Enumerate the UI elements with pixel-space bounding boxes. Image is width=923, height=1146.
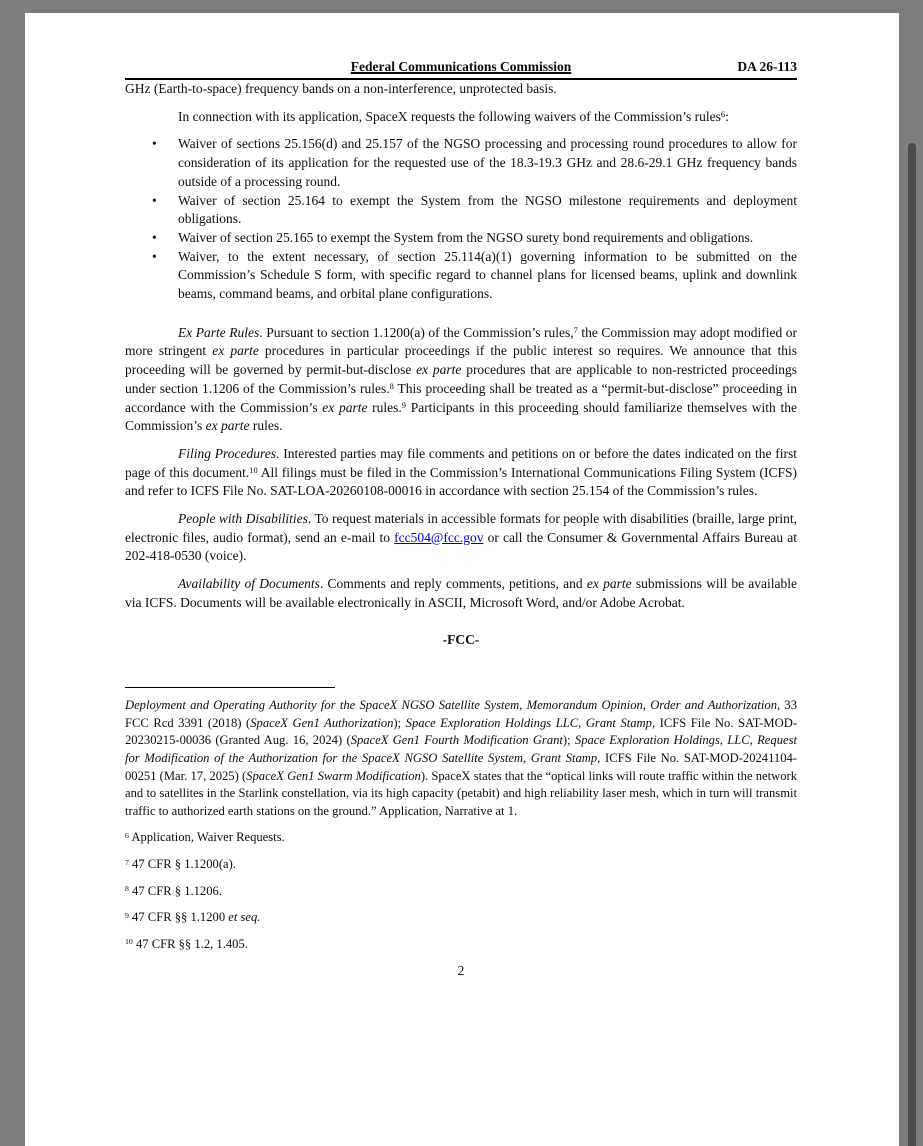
paragraph-waiver-intro [125,108,797,127]
footnote-7 [125,856,797,874]
footnote-10 [125,936,797,954]
text-run: rules. [249,418,283,434]
paragraph-continuation: GHz (Earth-to-space) frequency bands on a non-interference, unprotected basis. [125,81,557,96]
scrollbar-thumb[interactable] [908,143,916,1146]
fcc-signature: -FCC- [442,631,480,647]
text-run: ex parte [416,362,462,378]
waiver-list [125,135,797,303]
text-run: Ex Parte Rules [178,324,260,340]
text-run: 47 CFR § 1.1200(a). [128,857,236,872]
text-run: Availability of Documents [178,576,320,592]
text-run: 47 CFR § 1.1206. [128,883,222,898]
header-doc-number: DA 26-113 [737,59,797,74]
text-run: Space Exploration Holdings LLC, Grant Stamp [405,715,652,730]
text-run: , ICFS File No. SAT-MOD-20241104-00251 (Mar. 17, 2025) ( [125,751,797,783]
text-run: ex parte [322,399,368,415]
paragraph-ex-parte-rules [125,324,797,436]
footnote-ref: 7 [125,857,129,867]
text-run: . Comments and reply comments, petitions, and [319,576,587,592]
text-run: submissions will be available via ICFS. Documents will be available electronically in ASCII, Microsoft Word, and/or Adobe Acrobat. [125,576,798,610]
footnote-ref: 9 [125,910,129,920]
text-run: , 33 FCC Rcd 3391 (2018) ( [125,698,798,730]
text-run: et seq. [228,910,261,925]
footnote-ref: 10 [125,937,133,947]
footnote-continuation [125,697,797,820]
text-run: SpaceX Gen1 Fourth Modification Grant [350,733,563,748]
waiver-list-item: • Waiver, to the extent necessary, of section 25.114(a)(1) governing information to be submitted on the Commission’s Schedule S form, with specific regard to channel plans for licensed beams, uplink and downlink beams, command beams, and orbital plane configurations. [125,248,797,304]
text-run: rules. [367,399,402,415]
text-run: ex parte [586,576,632,592]
text-run: . Pursuant to section 1.1200(a) of the Commission’s rules, [259,324,574,340]
footnote-8 [125,883,797,901]
text-run: procedures in particular proceedings if the public interest so requires. We announce that this proceeding will be governed by permit-but-disclose [125,343,797,378]
footnote-ref: 9 [401,400,406,410]
text-run: ex parte [212,343,259,359]
text-run: 47 CFR §§ 1.1200 [128,910,229,925]
text-run: This proceeding shall be treated as a “permit-but-disclose” proceeding in accordance with the Commission’s [125,380,797,415]
text-run: Space Exploration Holdings, LLC, Request for Modification of the Authorization for the SpaceX NGSO Satellite System, Grant Stamp [125,733,797,766]
text-run: , ICFS File No. SAT-MOD-20230215-00036 (Granted Aug. 16, 2024) ( [125,715,798,748]
text-run: ); [393,715,406,730]
text-run: SpaceX Gen1 Authorization [250,715,394,730]
text-run: Filing Procedures [178,445,277,461]
text-run: the Commission may adopt modified or more stringent [125,324,797,359]
text-run: . Interested parties may file comments and petitions on or before the dates indicated on the first page of this document. [125,445,797,480]
paragraph-availability-of-documents [125,575,797,612]
footnote-6 [125,829,797,847]
footnote-separator [125,687,335,688]
footnote-ref: 6 [720,109,726,119]
text-run: ); [562,733,575,748]
text-run: Deployment and Operating Authority for the SpaceX NGSO Satellite System, Memorandum Opinion, Order and Authorization [125,698,777,713]
document-content [25,13,899,981]
text-run: 47 CFR §§ 1.2, 1.405. [132,936,248,951]
waiver-list-item: • Waiver of sections 25.156(d) and 25.157 of the NGSO processing and processing round procedures to allow for consideration of its application for the requested use of the 18.3-19.3 GHz and 28.6-29.1 GHz frequency bands outside of a processing round. [125,135,797,191]
text-run: or call the Consumer & Governmental Affairs Bureau at 202-418-0530 (voice). [125,529,798,564]
text-run: procedures that are applicable to non-restricted proceedings under section 1.1206 of the Commission’s rules. [125,362,798,396]
footnote-ref: 7 [573,325,578,335]
waiver-list-item: • Waiver of section 25.164 to exempt the System from the NGSO milestone requirements and deployment obligations. [125,192,797,229]
text-run: Application, Waiver Requests. [128,830,285,845]
email-link[interactable]: fcc504@fcc.gov [394,529,484,545]
document-header [125,58,797,80]
text-run: People with Disabilities [178,511,308,527]
footnote-9 [125,909,797,927]
footnote-ref: 6 [125,830,129,840]
text-run: . To request materials in accessible formats for people with disabilities (braille, large print, electronic files, audio format), send an e-mail to [125,511,797,545]
paragraph-filing-procedures [125,445,797,501]
paragraph-people-with-disabilities [125,510,797,566]
text-run: All filings must be filed in the Commission’s International Communications Filing System (ICFS) and refer to ICFS File No. SAT-LOA-20260108-00016 in accordance with section 25.154 of the Commission’s rules. [125,464,797,499]
document-page [25,13,899,1146]
footnote-ref: 8 [125,884,129,894]
text-run: : [725,108,729,124]
header-title: Federal Communications Commission [350,59,572,74]
text-run: SpaceX Gen1 Swarm Modification [246,768,421,783]
scrollbar-track[interactable] [899,0,923,1146]
text-run: ). SpaceX states that the “optical links will route traffic within the network and to satellites in the Starlink constellation, via its high capacity (petabit) and high reliability laser mesh, which in turn will transmit traffic to authorized earth stations on the ground.” Application, Narrative at 1. [125,768,797,818]
text-run: Participants in this proceeding should familiarize themselves with the Commission’s [125,399,797,434]
page-number: 2 [457,963,465,979]
footnote-ref: 10 [249,465,258,475]
text-run: ex parte [205,418,250,434]
waiver-list-item: • Waiver of section 25.165 to exempt the System from the NGSO surety bond requirements and obligations. [125,229,797,248]
text-run: In connection with its application, SpaceX requests the following waivers of the Commission’s rules [178,108,721,124]
footnote-ref: 8 [389,382,394,392]
